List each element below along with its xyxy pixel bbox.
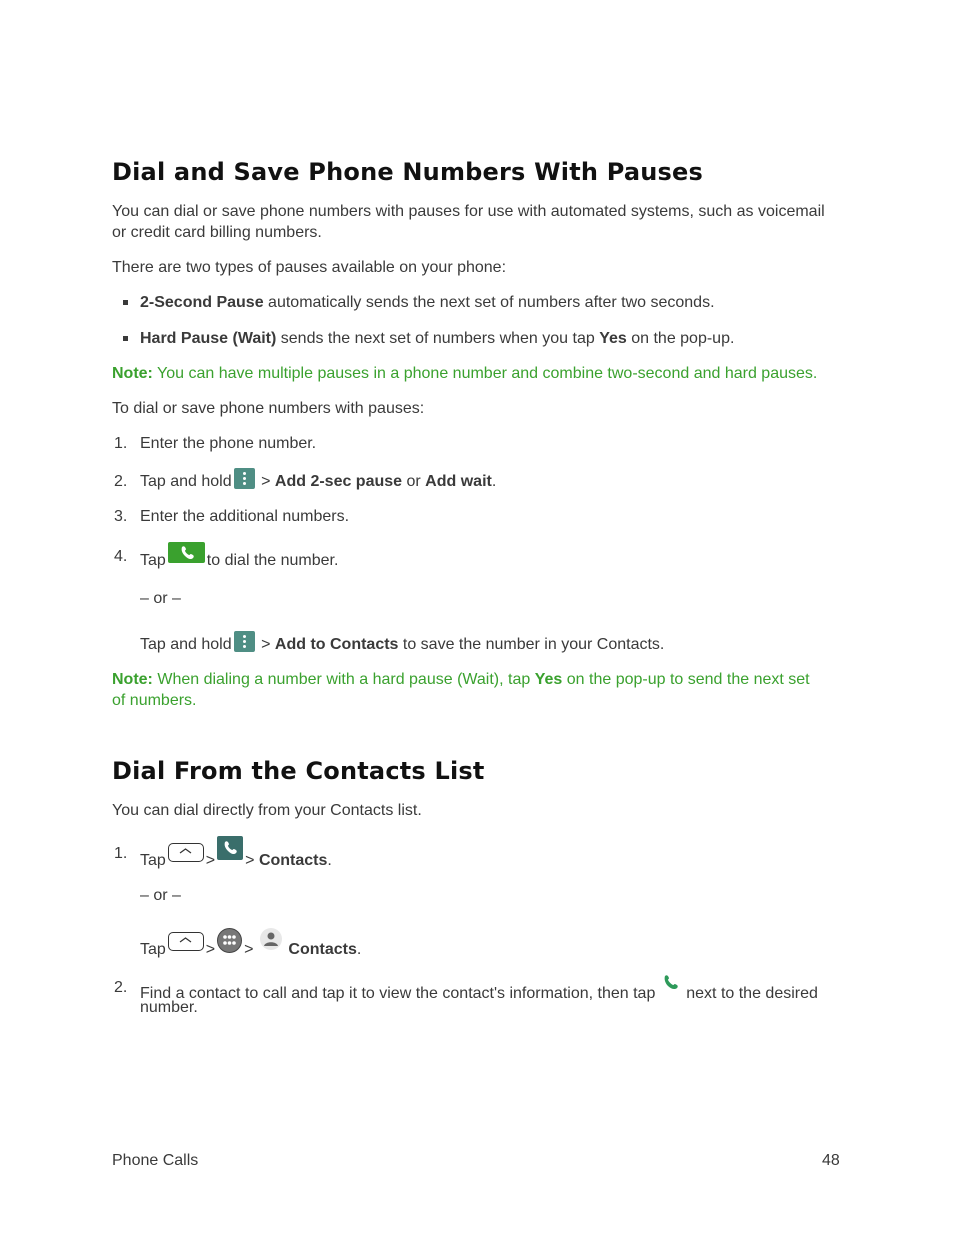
section-title-contacts: Dial From the Contacts List xyxy=(112,757,485,785)
bullet-term: 2-Second Pause xyxy=(140,294,264,311)
bullet-2sec xyxy=(140,292,715,313)
contacts-step-1-alt xyxy=(140,928,361,965)
note-label: Note: xyxy=(112,671,153,688)
step-1-text: Enter the phone number. xyxy=(140,435,317,452)
step-3-text: Enter the additional numbers. xyxy=(140,508,350,525)
step-number: 3. xyxy=(114,508,128,525)
bullet-text-end: on the pop-up. xyxy=(626,330,735,347)
step-number: 2. xyxy=(114,979,128,996)
bullet-marker xyxy=(123,336,128,341)
step-pre: Tap xyxy=(140,852,166,869)
note-text: When dialing a number with a hard pause (Wait), tap xyxy=(152,671,535,688)
step-2-pre: Tap and hold xyxy=(140,473,232,490)
apps-icon xyxy=(217,928,242,953)
menu-icon xyxy=(234,631,255,652)
step-number: 1. xyxy=(114,435,128,452)
footer-page-number: 48 xyxy=(822,1152,840,1169)
contacts-app-icon xyxy=(260,928,282,950)
footer-section-name: Phone Calls xyxy=(112,1152,199,1169)
note-label: Note: xyxy=(112,365,153,382)
period: . xyxy=(327,852,332,869)
yes-label: Yes xyxy=(534,671,563,688)
intro-line-1: You can dial or save phone numbers with pauses for use with automated systems, such as voicemail xyxy=(112,203,825,220)
or-separator: – or – xyxy=(140,590,181,607)
gt: > xyxy=(245,852,255,869)
alt-step-post: to save the number in your Contacts. xyxy=(398,636,665,653)
gt: > xyxy=(261,636,271,653)
step-number: 1. xyxy=(114,845,128,862)
alt-step-add-contacts xyxy=(140,631,664,658)
menu-icon xyxy=(234,468,255,489)
step-2-pre: Find a contact to call and tap it to view the contact's information, then tap xyxy=(140,985,656,1002)
note-text: You can have multiple pauses in a phone number and combine two-second and hard pauses. xyxy=(152,365,818,382)
add-2sec-pause-label: Add 2-sec pause xyxy=(274,473,403,490)
yes-label: Yes xyxy=(599,330,627,347)
gt: > xyxy=(205,941,216,958)
gt: > xyxy=(205,852,216,869)
home-icon xyxy=(168,932,204,951)
bullet-text: automatically sends the next set of numbers after two seconds. xyxy=(263,294,715,311)
gt: > xyxy=(244,941,254,958)
step-2-post: next to the desired xyxy=(686,985,818,1002)
note-hard-pause-line2: of numbers. xyxy=(112,692,197,709)
step-4-pre: Tap xyxy=(140,552,166,569)
alt-step-pre: Tap and hold xyxy=(140,636,232,653)
note-text-cont: on the pop-up to send the next set xyxy=(562,671,810,688)
bullet-term: Hard Pause (Wait) xyxy=(140,330,277,347)
step-number: 4. xyxy=(114,548,128,565)
bullet-marker xyxy=(123,300,128,305)
steps-intro: To dial or save phone numbers with pauses: xyxy=(112,400,425,417)
phone-app-icon xyxy=(217,836,243,860)
home-icon xyxy=(168,843,204,862)
contacts-label: Contacts xyxy=(288,941,357,958)
note-multiple-pauses xyxy=(112,363,817,384)
contacts-label: Contacts xyxy=(258,852,328,869)
step-2 xyxy=(140,468,496,495)
contacts-intro: You can dial directly from your Contacts list. xyxy=(112,802,422,819)
or-separator: – or – xyxy=(140,887,181,904)
contacts-step-2-line2: number. xyxy=(140,999,198,1016)
intro-line-2: or credit card billing numbers. xyxy=(112,224,322,241)
phone-icon xyxy=(662,974,680,992)
section-title-pauses: Dial and Save Phone Numbers With Pauses xyxy=(112,158,703,186)
period: . xyxy=(356,941,362,958)
period: . xyxy=(491,473,497,490)
pause-types-intro: There are two types of pauses available on your phone: xyxy=(112,259,507,276)
step-number: 2. xyxy=(114,473,128,490)
add-to-contacts-label: Add to Contacts xyxy=(274,636,399,653)
bullet-hard-pause xyxy=(140,328,734,349)
or-word: or xyxy=(402,473,426,490)
step-pre: Tap xyxy=(140,941,166,958)
contacts-step-2 xyxy=(140,974,818,1007)
add-wait-label: Add wait xyxy=(425,473,492,490)
gt: > xyxy=(261,473,271,490)
step-4-post: to dial the number. xyxy=(206,552,339,569)
contacts-step-1 xyxy=(140,836,332,876)
bullet-text: sends the next set of numbers when you tap xyxy=(276,330,600,347)
note-hard-pause xyxy=(112,669,810,690)
step-4 xyxy=(140,542,338,575)
call-button-icon xyxy=(168,542,205,563)
